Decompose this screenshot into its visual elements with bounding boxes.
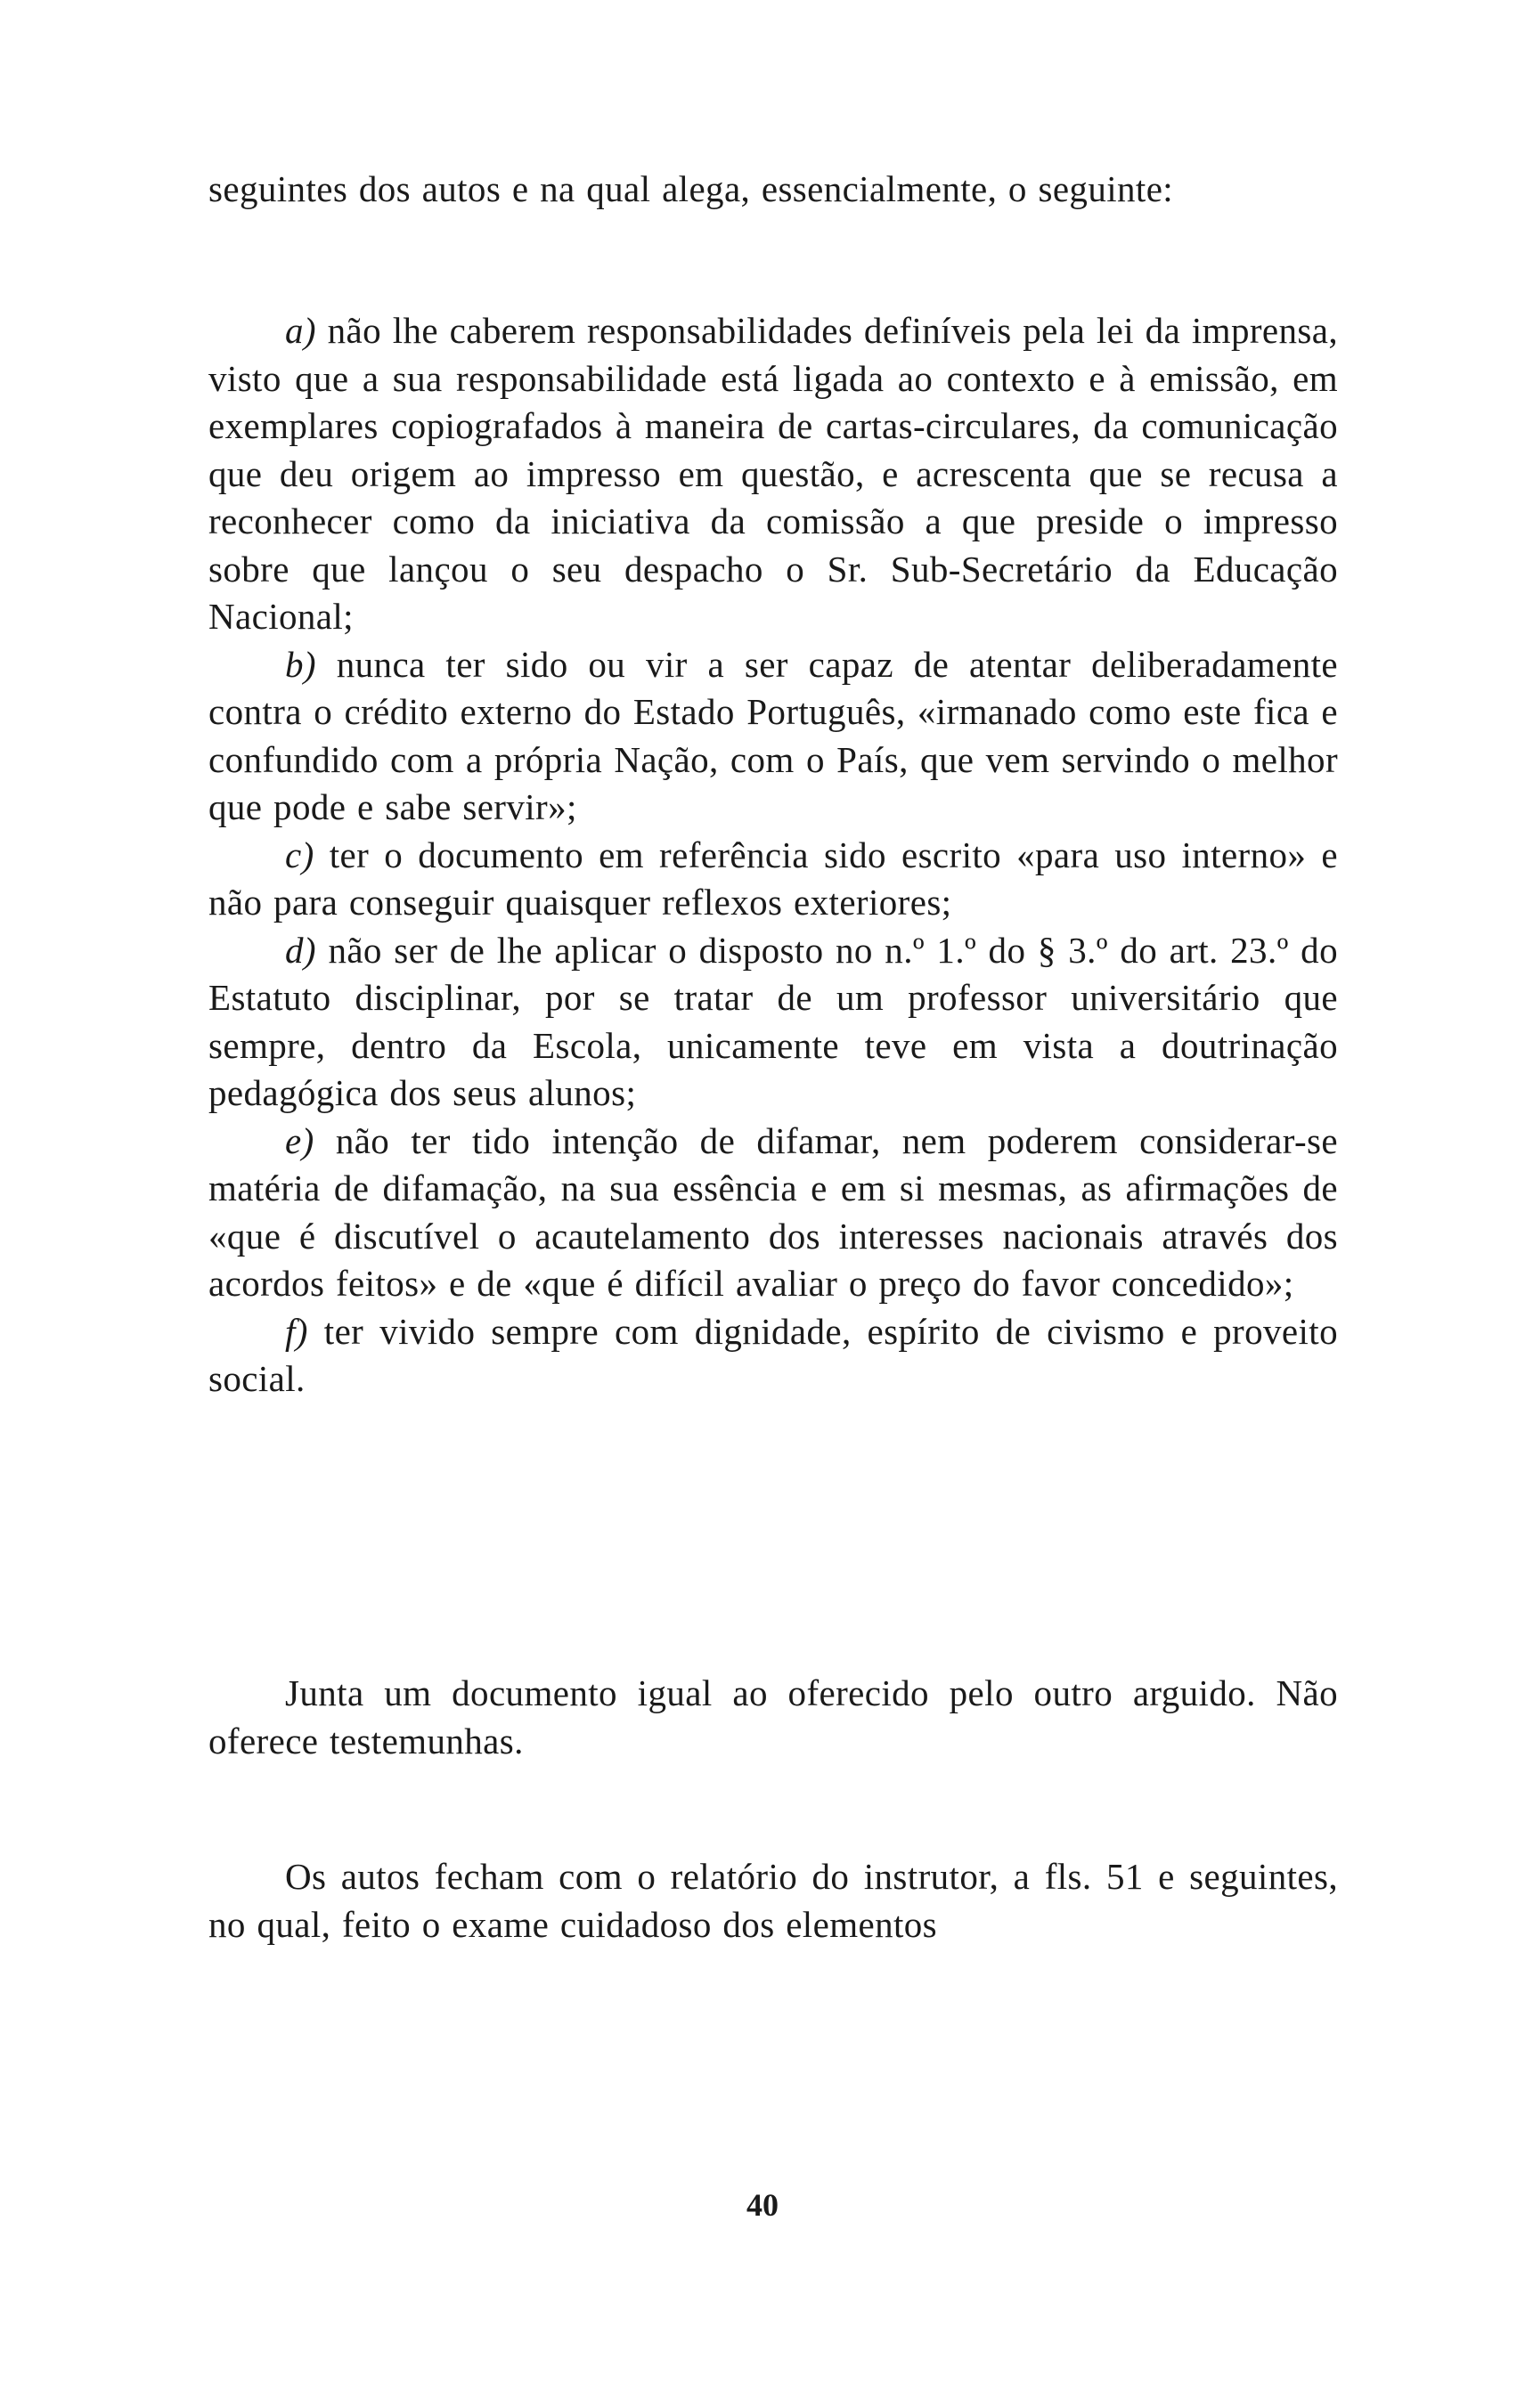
item-letter: e) (285, 1119, 314, 1161)
page-number: 40 (746, 2187, 779, 2223)
junta-text: Junta um documento igual ao oferecido pelo outro arguido. Não oferece testemunhas. (208, 1672, 1338, 1761)
item-letter: d) (285, 929, 316, 971)
autos-text: Os autos fecham com o relatório do instrutor, a fls. 51 e seguintes, no qual, feito o exame cuidadoso dos elementos (208, 1856, 1338, 1945)
intro-text: seguintes dos autos e na qual alega, essencialmente, o seguinte: (208, 168, 1174, 209)
item-text: não lhe caberem responsabilidades definíveis pela lei da imprensa, visto que a sua responsabilidade está ligada ao contexto e à emissão, em exemplares copiografados à maneira de cartas-circulares, da comunicação que deu origem ao impresso em questão, e acrescenta que se recusa a reconhecer como da iniciativa da comissão a que preside o impresso sobre que lançou o seu despacho o Sr. Sub-Secretário da Educação Nacional; (208, 310, 1338, 637)
item-text: ter vivido sempre com dignidade, espírito de civismo e proveito social. (208, 1310, 1338, 1399)
item-letter: b) (285, 643, 316, 685)
item-text: não ser de lhe aplicar o disposto no n.º 1.º do § 3.º do art. 23.º do Estatuto disciplinar, por se tratar de um professor universitário que sempre, dentro da Escola, unicamente teve em vista a doutrinação pedagógica dos seus alunos; (208, 929, 1338, 1113)
item-text: nunca ter sido ou vir a ser capaz de atentar deliberadamente contra o crédito externo do Estado Português, «irmanado como este fica e confundido com a própria Nação, com o País, que vem servindo o melhor que pode e sabe servir»; (208, 643, 1338, 827)
allegations-list (208, 307, 1338, 1403)
allegation-item-c (208, 832, 1338, 927)
allegation-item-f (208, 1308, 1338, 1403)
item-letter: f) (285, 1310, 308, 1352)
autos-paragraph (208, 1853, 1338, 1948)
allegation-item-a (208, 307, 1338, 641)
allegation-item-d (208, 927, 1338, 1118)
item-text: ter o documento em referência sido escrito «para uso interno» e não para conseguir quaisquer reflexos exteriores; (208, 834, 1338, 923)
allegation-item-e (208, 1118, 1338, 1308)
item-letter: a) (285, 310, 316, 351)
item-letter: c) (285, 834, 314, 875)
allegation-item-b (208, 641, 1338, 832)
item-text: não ter tido intenção de difamar, nem poderem considerar-se matéria de difamação, na sua essência e em si mesmas, as afirmações de «que é discutível o acautelamento dos interesses nacionais através dos acordos feitos» e de «que é difícil avaliar o preço do favor concedido»; (208, 1119, 1339, 1304)
intro-paragraph (208, 166, 1338, 214)
junta-paragraph (208, 1670, 1338, 1765)
